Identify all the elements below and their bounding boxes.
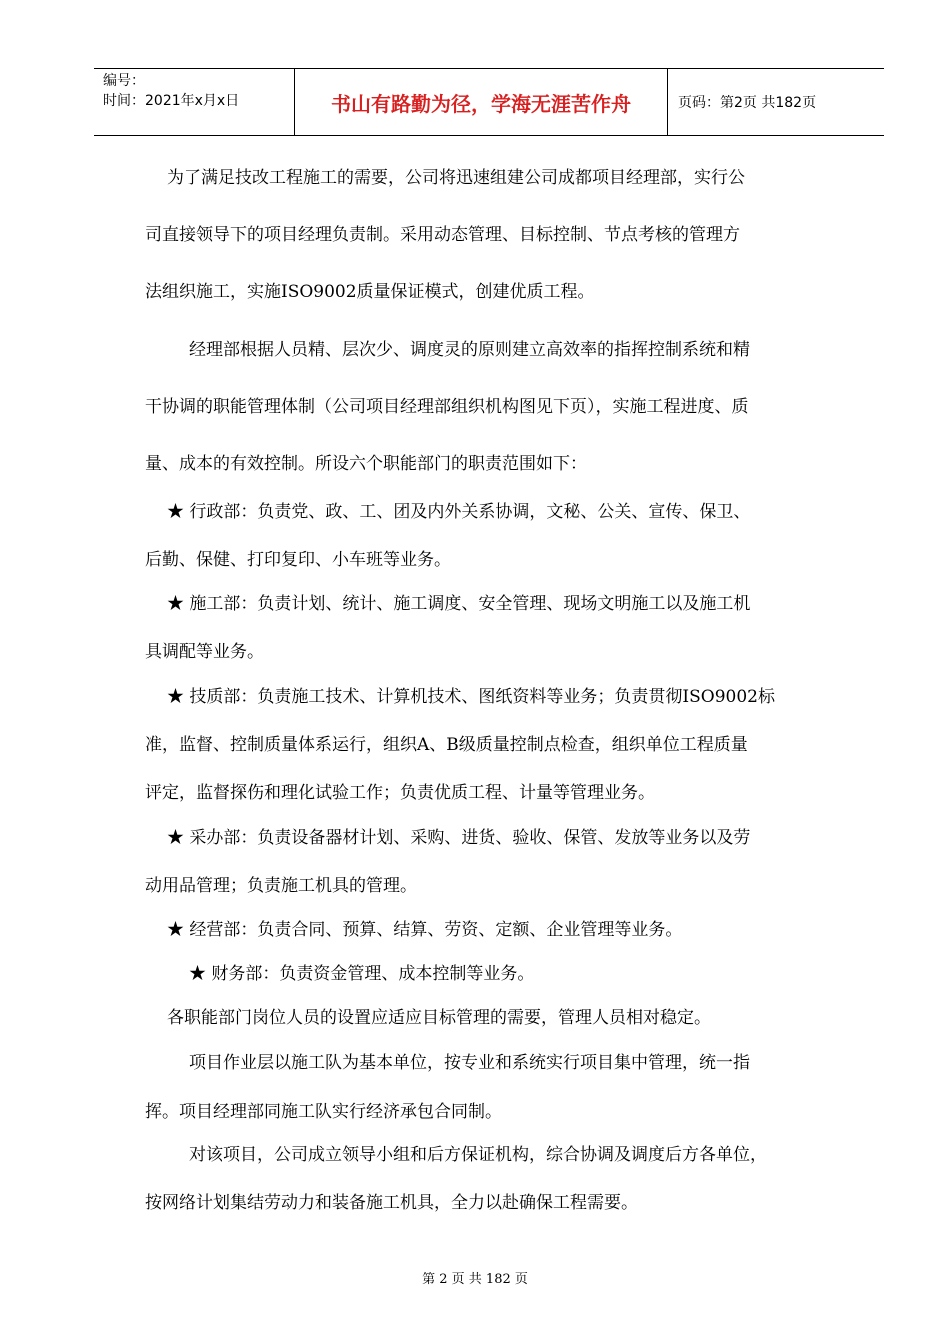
text-line: 项目作业层以施工队为基本单位，按专业和系统实行项目集中管理，统一指 (189, 1053, 750, 1073)
code-label: 编号： (103, 73, 145, 89)
text-line: 按网络计划集结劳动力和装备施工机具，全力以赴确保工程需要。 (145, 1193, 638, 1213)
text-line: 量、成本的有效控制。所设六个职能部门的职责范围如下： (145, 454, 587, 474)
text-line: 为了满足技改工程施工的需要，公司将迅速组建公司成都项目经理部，实行公 (167, 168, 745, 188)
text-line: ★ 施工部：负责计划、统计、施工调度、安全管理、现场文明施工以及施工机 (167, 594, 751, 614)
text-line: 后勤、保健、打印复印、小车班等业务。 (145, 550, 451, 570)
text-line: ★ 行政部：负责党、政、工、团及内外关系协调，文秘、公关、宣传、保卫、 (167, 502, 751, 522)
text-line: 法组织施工，实施ISO9002质量保证模式，创建优质工程。 (145, 282, 595, 302)
text-line: 干协调的职能管理体制（公司项目经理部组织机构图见下页），实施工程进度、质 (145, 397, 749, 417)
header-motto: 书山有路勤为径，学海无涯苦作舟 (295, 69, 668, 135)
text-line: 各职能部门岗位人员的设置应适应目标管理的需要，管理人员相对稳定。 (167, 1008, 711, 1028)
text-line: ★ 财务部：负责资金管理、成本控制等业务。 (189, 964, 535, 984)
header-meta (94, 69, 295, 135)
text-line: 动用品管理；负责施工机具的管理。 (145, 876, 417, 896)
text-line: ★ 经营部：负责合同、预算、结算、劳资、定额、企业管理等业务。 (167, 920, 683, 940)
text-line: 经理部根据人员精、层次少、调度灵的原则建立高效率的指挥控制系统和精 (189, 340, 750, 360)
text-line: 评定，监督探伤和理化试验工作；负责优质工程、计量等管理业务。 (145, 783, 655, 803)
text-line: 准，监督、控制质量体系运行，组织A、B级质量控制点检查，组织单位工程质量 (145, 735, 748, 755)
page-header (94, 68, 884, 136)
text-line: ★ 技质部：负责施工技术、计算机技术、图纸资料等业务；负责贯彻ISO9002标 (167, 687, 775, 707)
time-line: 时间：2021年x月x日 (103, 93, 240, 109)
text-line: 对该项目，公司成立领导小组和后方保证机构，综合协调及调度后方各单位， (189, 1145, 767, 1165)
text-line: 具调配等业务。 (145, 642, 264, 662)
text-line: 司直接领导下的项目经理负责制。采用动态管理、目标控制、节点考核的管理方 (145, 225, 740, 245)
text-line: ★ 采办部：负责设备器材计划、采购、进货、验收、保管、发放等业务以及劳 (167, 828, 751, 848)
text-line: 挥。项目经理部同施工队实行经济承包合同制。 (145, 1102, 502, 1122)
page-footer: 第 2 页 共 182 页 (422, 1272, 528, 1287)
header-page-info: 页码：第2页 共182页 (678, 95, 817, 111)
